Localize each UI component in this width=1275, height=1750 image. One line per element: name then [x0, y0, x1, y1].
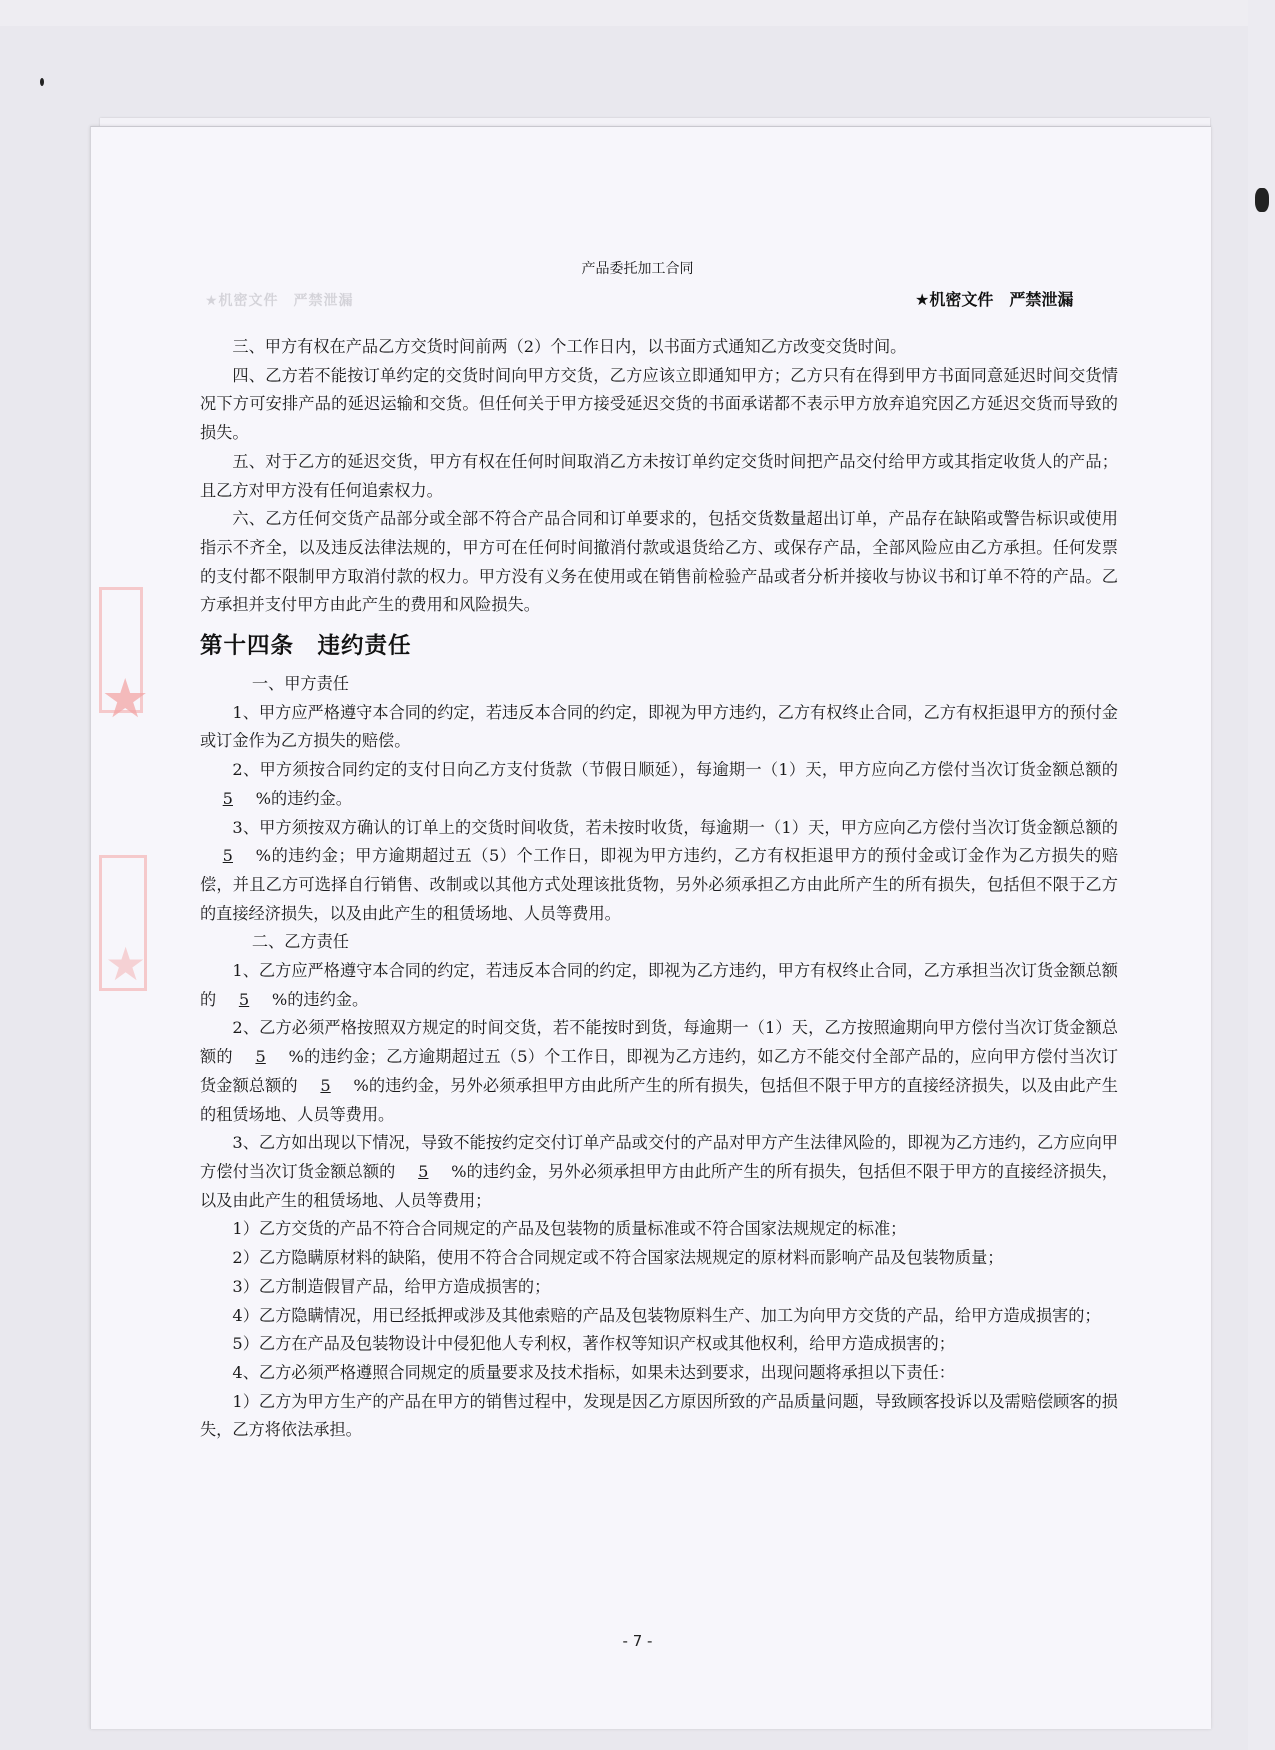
penalty-rate-blank: 5 — [238, 989, 250, 1009]
clause-item: 2、甲方须按合同约定的支付日向乙方支付货款（节假日顺延），每逾期一（1）天，甲方应向乙方偿付当次订货金额总额的5 %的违约金。 — [200, 756, 1118, 813]
penalty-rate-blank: 5 — [418, 1161, 429, 1181]
clause-item: 3、乙方如出现以下情况，导致不能按约定交付订单产品或交付的产品对甲方产生法律风险的，即视为乙方违约，乙方应向甲方偿付当次订货金额总额的 5 %的违约金，另外必须承担甲方由此所产生的所有损失，包括但不限于甲方的直接经济损失，以及由此产生的租赁场地、人员等费用； — [200, 1133, 1118, 1210]
clause-item: 2、乙方必须严格按照双方规定的时间交货，若不能按时到货，每逾期一（1）天，乙方按照逾期向甲方偿付当次订货金额总额的 5 %的违约金；乙方逾期超过五（5）个工作日，即视为乙方违约，如乙方不能交付全部产品的，应向甲方偿付当次订货金额总额的 5 %的违约金，另外必须承担甲方由此所产生的所有损失，包括但不限于甲方的直接经济损失，以及由此产生的租赁场地、人员等费用。 — [200, 1018, 1118, 1124]
article-heading: 第十四条 违约责任 — [200, 633, 412, 660]
section-heading-party-a: 一、甲方责任 — [251, 674, 349, 694]
bleed-through-header: ★机密文件 严禁泄漏 — [205, 293, 354, 309]
clause-paragraph: 五、对于乙方的延迟交货，甲方有权在任何时间取消乙方未按订单约定交货时间把产品交付给甲方或其指定收货人的产品；且乙方对甲方没有任何追索权力。 — [200, 451, 1118, 500]
contract-body — [200, 333, 1118, 1445]
clause-paragraph: 四、乙方若不能按订单约定的交货时间向甲方交货，乙方应该立即通知甲方；乙方只有在得到甲方书面同意延迟时间交货情况下方可安排产品的延迟运输和交货。但任何关于甲方接受延迟交货的书面承诺都不表示甲方放弃追究因乙方延迟交货而导致的损失。 — [200, 365, 1118, 443]
clause-sub-item: 3）乙方制造假冒产品，给甲方造成损害的； — [232, 1276, 551, 1296]
document-title: 产品委托加工合同 — [581, 261, 694, 277]
clause-paragraph: 六、乙方任何交货产品部分或全部不符合产品合同和订单要求的，包括交货数量超出订单，产品存在缺陷或警告标识或使用指示不齐全，以及违反法律法规的，甲方可在任何时间撤消付款或退货给乙方、或保存产品，全部风险应由乙方承担。任何发票的支付都不限制甲方取消付款的权力。甲方没有义务在使用或在销售前检验产品或者分析并接收与协议书和订单不符的产品。乙方承担并支付甲方由此产生的费用和风险损失。 — [200, 509, 1118, 615]
scan-background-top — [0, 0, 1275, 26]
penalty-rate-blank: 5 — [320, 1075, 331, 1095]
scan-speck — [40, 78, 44, 86]
section-heading-party-b: 二、乙方责任 — [251, 932, 349, 952]
clause-item: 1、甲方应严格遵守本合同的约定，若违反本合同的约定，即视为甲方违约，乙方有权终止合同，乙方有权拒退甲方的预付金或订金作为乙方损失的赔偿。 — [200, 702, 1118, 751]
scan-speck — [1255, 188, 1269, 212]
clause-paragraph: 三、甲方有权在产品乙方交货时间前两（2）个工作日内，以书面方式通知乙方改变交货时间。 — [232, 337, 907, 356]
confidential-label: ★机密文件 严禁泄漏 — [915, 290, 1074, 309]
seal-star: ★ — [105, 937, 147, 991]
clause-sub-item: 5）乙方在产品及包装物设计中侵犯他人专利权，著作权等知识产权或其他权利，给甲方造成损害的； — [232, 1334, 955, 1354]
penalty-rate-blank: 5 — [222, 788, 233, 808]
clause-item: 4、乙方必须严格遵照合同规定的质量要求及技术指标，如果未达到要求，出现问题将承担以下责任： — [232, 1362, 955, 1382]
clause-sub-item: 1）乙方为甲方生产的产品在甲方的销售过程中，发现是因乙方原因所致的产品质量问题，导致顾客投诉以及需赔偿顾客的损失，乙方将依法承担。 — [200, 1391, 1118, 1440]
clause-item: 1、乙方应严格遵守本合同的约定，若违反本合同的约定，即视为乙方违约，甲方有权终止合同，乙方承担当次订货金额总额的 5 %的违约金。 — [200, 961, 1118, 1009]
page-number: - 7 - — [622, 1632, 653, 1650]
clause-item: 3、甲方须按双方确认的订单上的交货时间收货，若未按时收货，每逾期一（1）天，甲方应向乙方偿付当次订货金额总额的5 %的违约金；甲方逾期超过五（5）个工作日，即视为甲方违约，乙方有权拒退甲方的预付金或订金作为乙方损失的赔偿，并且乙方可选择自行销售、改制或以其他方式处理该批货物，另外必须承担乙方由此所产生的所有损失，包括但不限于乙方的直接经济损失，以及由此产生的租赁场地、人员等费用。 — [200, 817, 1118, 923]
clause-sub-item: 2）乙方隐瞒原材料的缺陷，使用不符合合同规定或不符合国家法规规定的原材料而影响产品及包装物质量； — [232, 1248, 1004, 1268]
clause-sub-item: 1）乙方交货的产品不符合合同规定的产品及包装物的质量标准或不符合国家法规规定的标准； — [232, 1219, 907, 1239]
seal-star: ★ — [101, 667, 150, 730]
penalty-rate-blank: 5 — [222, 846, 233, 866]
clause-sub-item: 4）乙方隐瞒情况，用已经抵押或涉及其他索赔的产品及包装物原料生产、加工为向甲方交货的产品，给甲方造成损害的； — [232, 1305, 1101, 1325]
penalty-rate-blank: 5 — [255, 1047, 266, 1067]
